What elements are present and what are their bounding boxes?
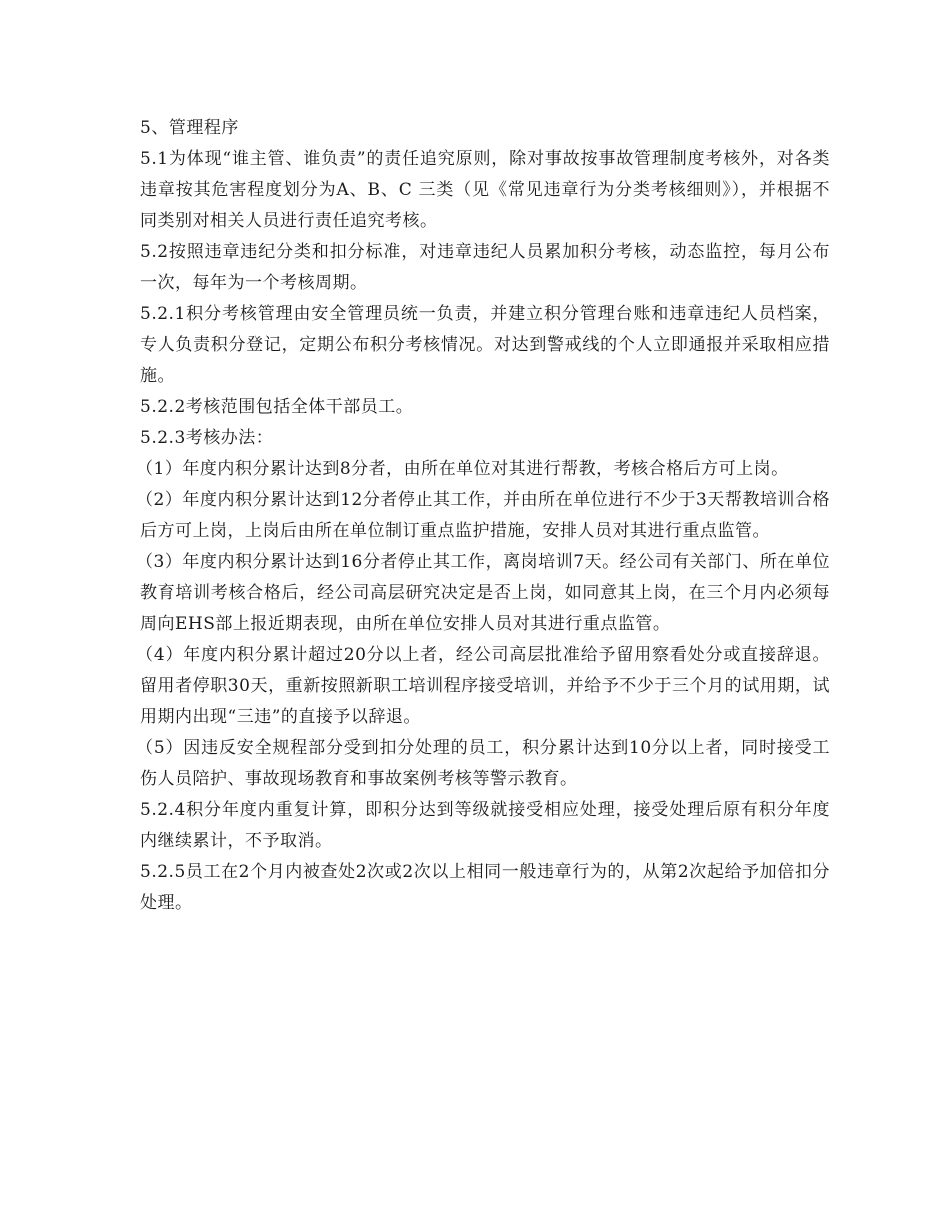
clause-5-2-1: 5.2.1积分考核管理由安全管理员统一负责，并建立积分管理台账和违章违纪人员档案，专人负责积分登记，定期公布积分考核情况。对达到警戒线的个人立即通报并采取相应措施。 — [140, 304, 830, 386]
rule-item-3: （3）年度内积分累计达到16分者停止其工作，离岗培训7天。经公司有关部门、所在单位教育培训考核合格后，经公司高层研究决定是否上岗，如同意其上岗，在三个月内必须每周向EHS部上报近期表现，由所在单位安排人员对其进行重点监管。 — [136, 552, 830, 634]
rule-item-5: （5）因违反安全规程部分受到扣分处理的员工，积分累计达到10分以上者，同时接受工伤人员陪护、事故现场教育和事故案例考核等警示教育。 — [136, 738, 830, 789]
rule-item-4: （4）年度内积分累计超过20分以上者，经公司高层批准给予留用察看处分或直接辞退。留用者停职30天，重新按照新职工培训程序接受培训，并给予不少于三个月的试用期，试用期内出现“三违”的直接予以辞退。 — [136, 645, 830, 727]
rule-item-1: （1）年度内积分累计达到8分者，由所在单位对其进行帮教，考核合格后方可上岗。 — [136, 459, 789, 479]
document-body — [136, 113, 830, 919]
clause-5-2-5: 5.2.5员工在2个月内被查处2次或2次以上相同一般违章行为的，从第2次起给予加倍扣分处理。 — [140, 862, 830, 913]
rule-item-2: （2）年度内积分累计达到12分者停止其工作，并由所在单位进行不少于3天帮教培训合格后方可上岗，上岗后由所在单位制订重点监护措施，安排人员对其进行重点监管。 — [136, 490, 830, 541]
clause-5-2-2: 5.2.2考核范围包括全体干部员工。 — [140, 397, 414, 417]
clause-5-2: 5.2按照违章违纪分类和扣分标准，对违章违纪人员累加积分考核，动态监控，每月公布一次，每年为一个考核周期。 — [140, 242, 830, 293]
clause-5-2-4: 5.2.4积分年度内重复计算，即积分达到等级就接受相应处理，接受处理后原有积分年度内继续累计，不予取消。 — [140, 800, 830, 851]
clause-5-2-3: 5.2.3考核办法： — [140, 428, 274, 448]
section-heading: 5、管理程序 — [140, 118, 239, 138]
clause-5-1: 5.1为体现“谁主管、谁负责”的责任追究原则，除对事故按事故管理制度考核外，对各类违章按其危害程度划分为A、B、C 三类（见《常见违章行为分类考核细则》），并根据不同类别对相关人员进行责任追究考核。 — [140, 149, 830, 231]
